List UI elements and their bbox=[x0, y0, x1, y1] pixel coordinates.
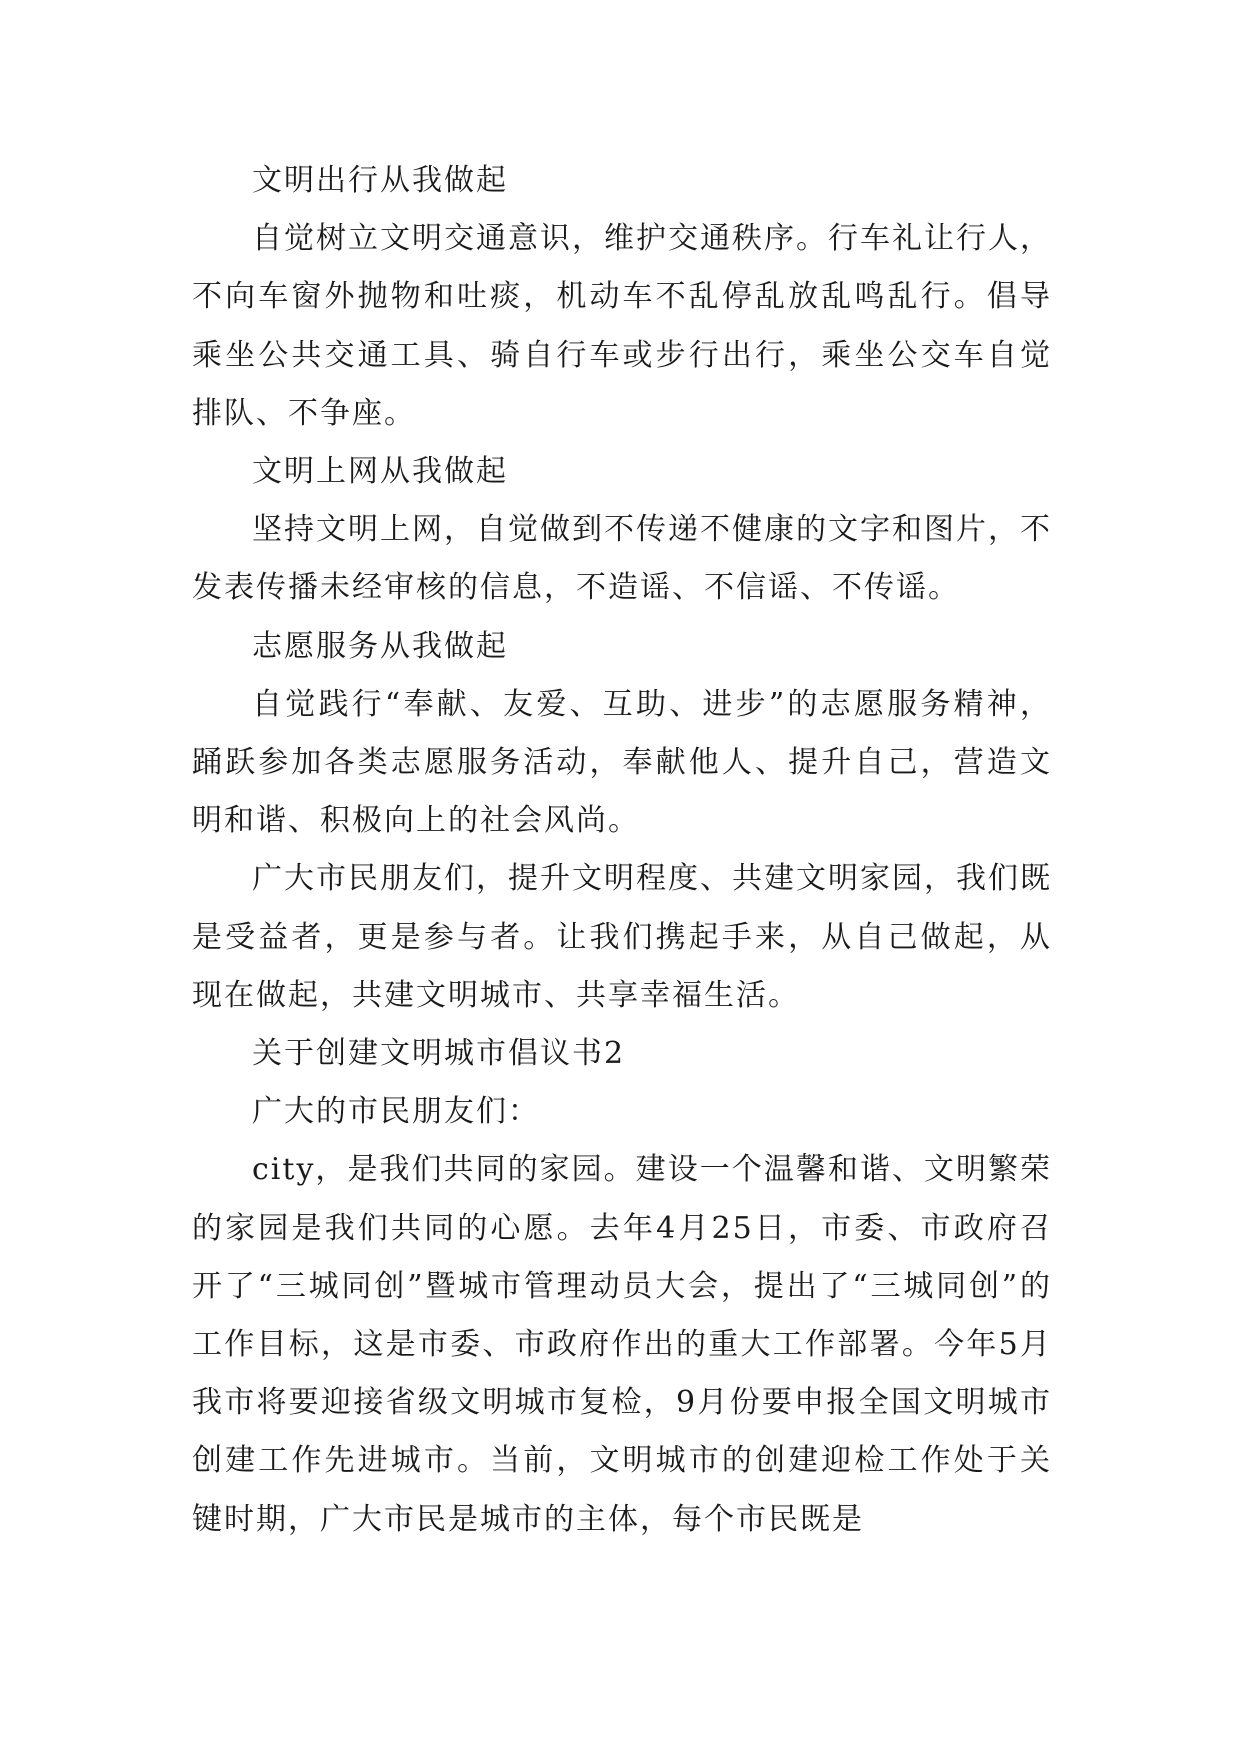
paragraph-intro-2: city，是我们共同的家园。建设一个温馨和谐、文明繁荣的家园是我们共同的心愿。去年4月25日，市委、市政府召开了“三城同创”暨城市管理动员大会，提出了“三城同创”的工作目标，这是市委、市政府作出的重大工作部署。今年5月我市将要迎接省级文明城市复检，9月份要申报全国文明城市创建工作先进城市。当前，文明城市的创建迎检工作处于关键时期，广大市民是城市的主体，每个市民既是 bbox=[192, 1152, 1052, 1537]
paragraph-closing: 广大市民朋友们，提升文明程度、共建文明家园，我们既是受益者，更是参与者。让我们携起手来，从自己做起，从现在做起，共建文明城市、共享幸福生活。 bbox=[192, 861, 1052, 1013]
paragraph-internet: 坚持文明上网，自觉做到不传递不健康的文字和图片，不发表传播未经审核的信息，不造谣、不信谣、不传谣。 bbox=[192, 512, 1052, 606]
salutation: 广大的市民朋友们： bbox=[252, 1094, 540, 1130]
paragraph-volunteer: 自觉践行“奉献、友爱、互助、进步”的志愿服务精神，踊跃参加各类志愿服务活动，奉献他人、提升自己，营造文明和谐、积极向上的社会风尚。 bbox=[192, 686, 1052, 839]
paragraph-travel: 自觉树立文明交通意识，维护交通秩序。行车礼让行人，不向车窗外抛物和吐痰，机动车不乱停乱放乱鸣乱行。倡导乘坐公共交通工具、骑自行车或步行出行，乘坐公交车自觉排队、不争座。 bbox=[192, 221, 1052, 431]
proposal-title-2: 关于创建文明城市倡议书2 bbox=[252, 1036, 626, 1072]
document-body bbox=[192, 152, 1052, 1549]
section-heading-internet: 文明上网从我做起 bbox=[252, 454, 508, 490]
section-heading-volunteer: 志愿服务从我做起 bbox=[252, 628, 508, 664]
section-heading-travel: 文明出行从我做起 bbox=[252, 163, 508, 198]
